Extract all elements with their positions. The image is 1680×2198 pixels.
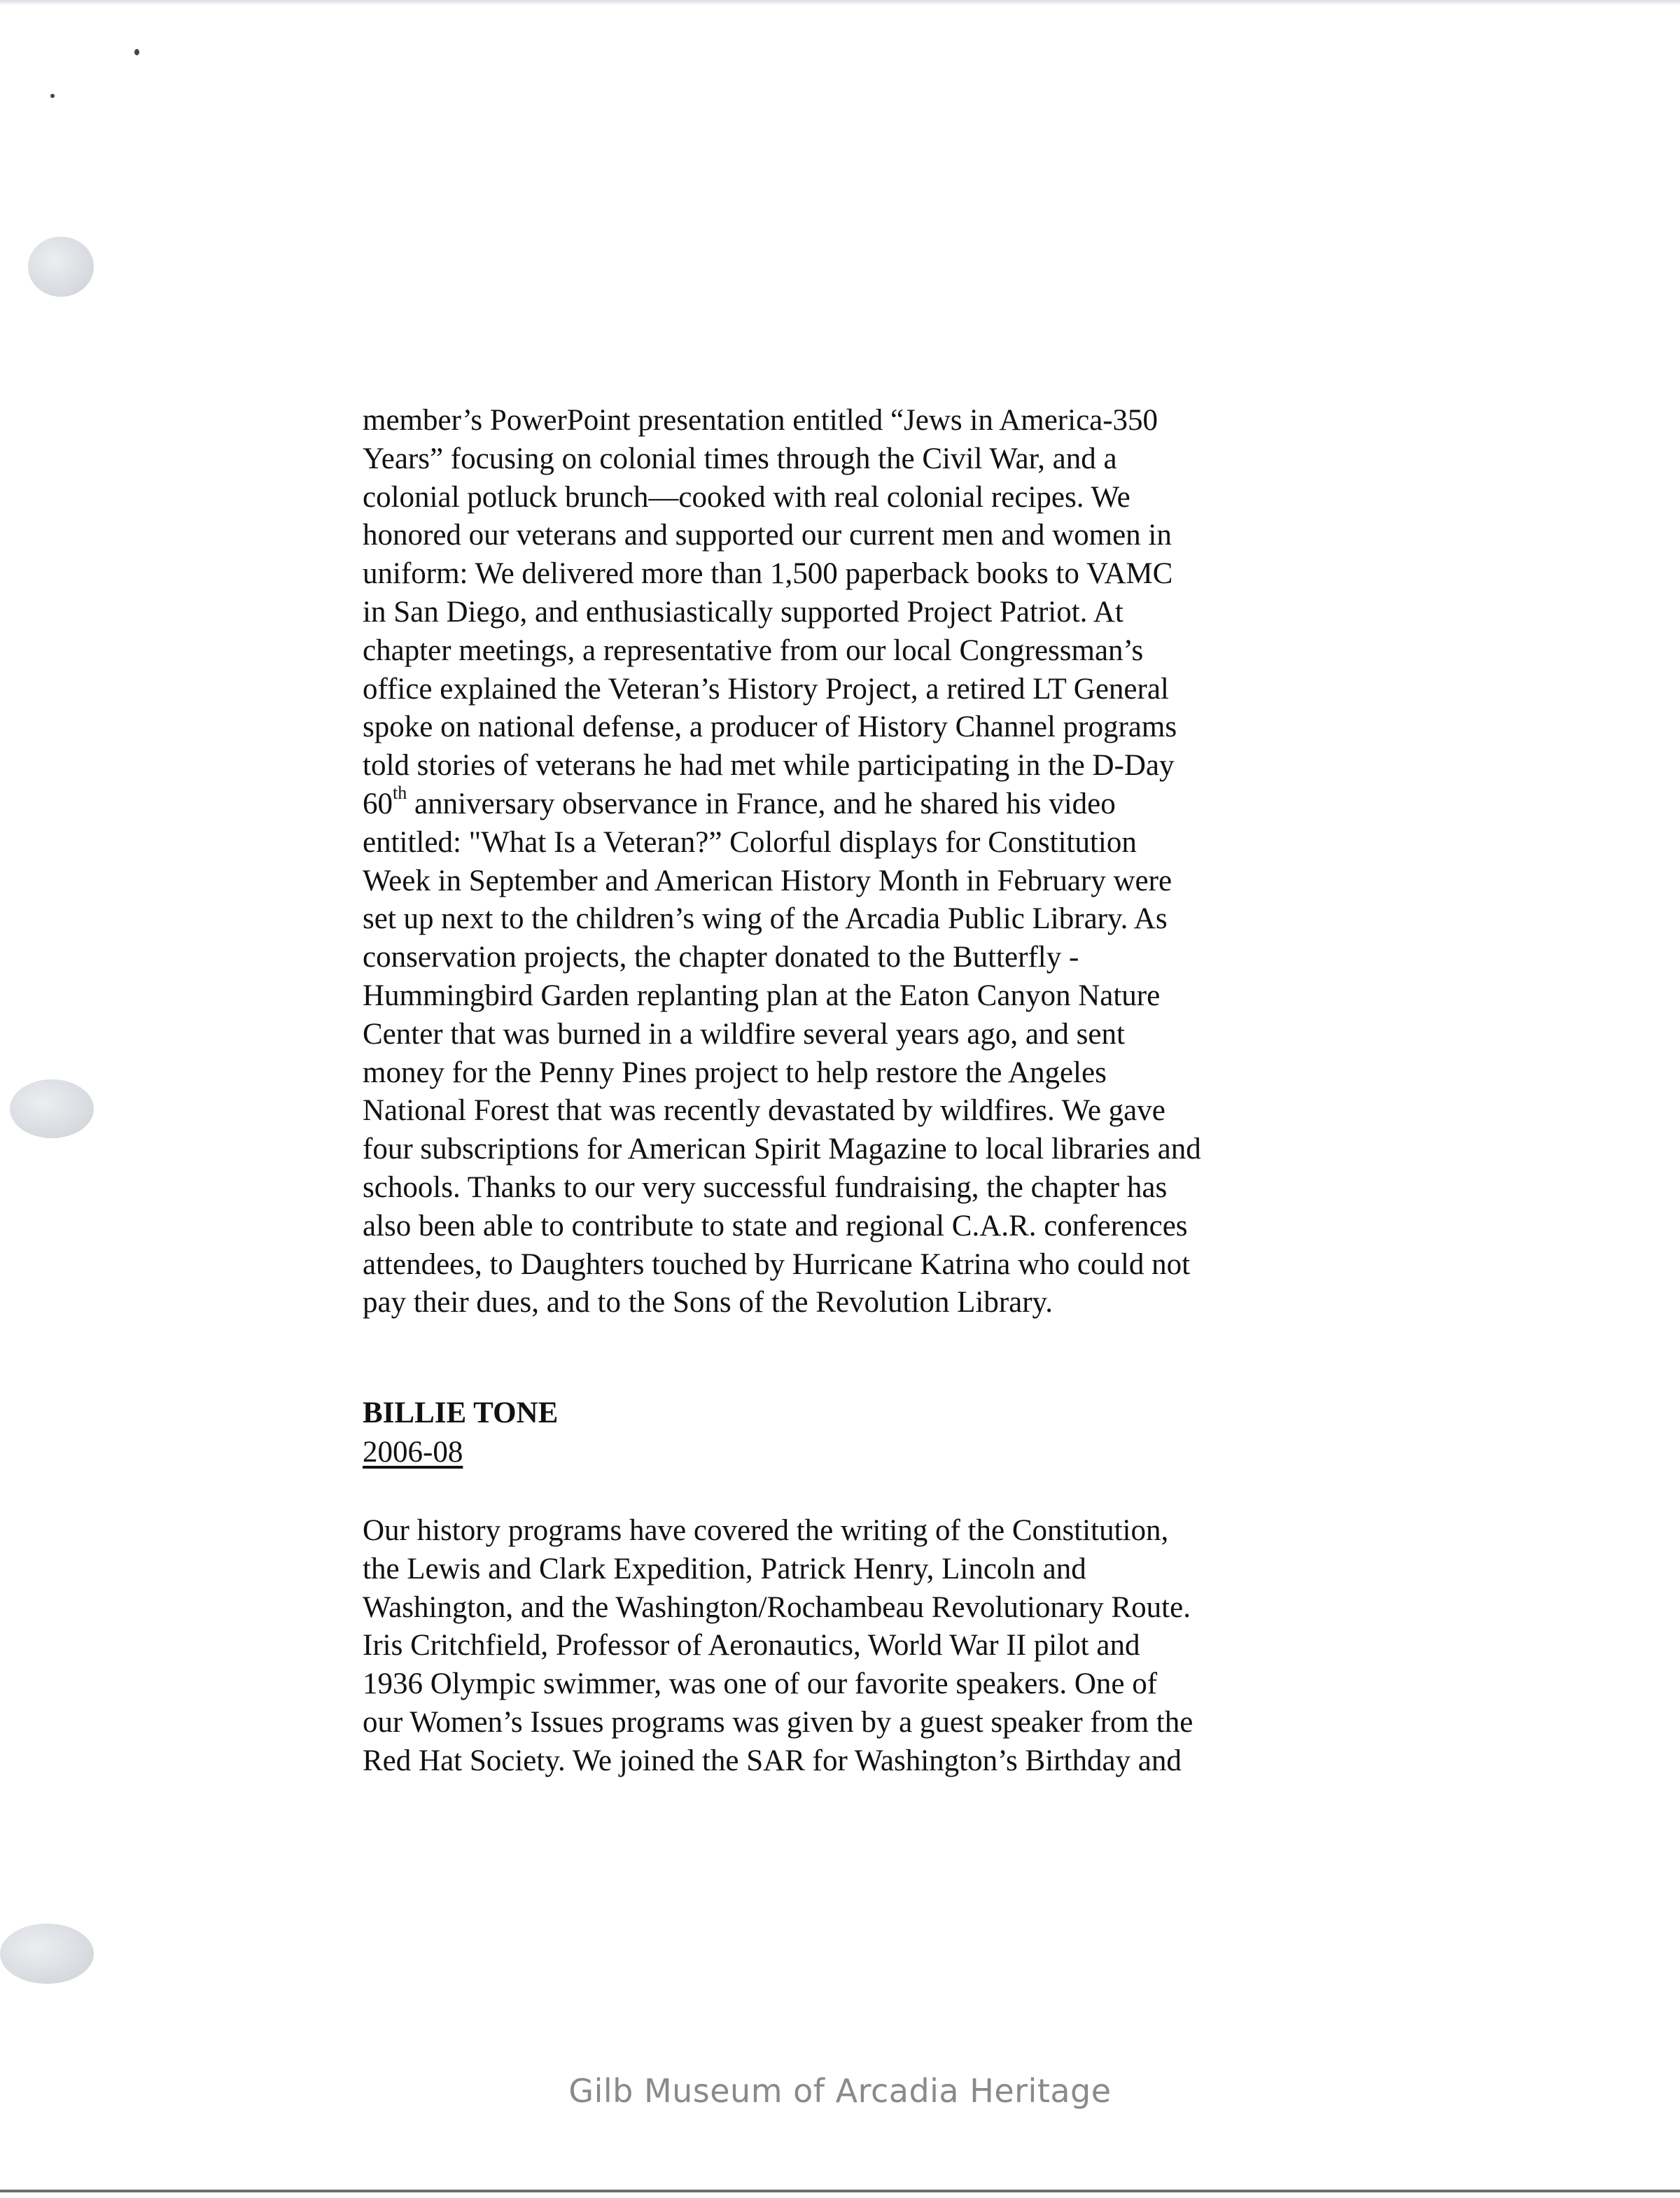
text-line: told stories of veterans he had met while participating in the D-Day bbox=[363, 749, 1175, 783]
punch-hole-bottom bbox=[0, 1924, 94, 1984]
text-line: the Lewis and Clark Expedition, Patrick Henry, Lincoln and bbox=[363, 1552, 1086, 1586]
text-line: colonial potluck brunch—cooked with real colonial recipes. We bbox=[363, 480, 1130, 514]
text-line: member’s PowerPoint presentation entitled “Jews in America-350 bbox=[363, 404, 1158, 437]
text-line: in San Diego, and enthusiastically supported Project Patriot. At bbox=[363, 595, 1124, 629]
text-line: conservation projects, the chapter donated to the Butterfly - bbox=[363, 941, 1079, 974]
text-line: pay their dues, and to the Sons of the Revolution Library. bbox=[363, 1286, 1054, 1320]
text-line: Red Hat Society. We joined the SAR for Washington’s Birthday and bbox=[363, 1744, 1182, 1777]
text-line: spoke on national defense, a producer of History Channel programs bbox=[363, 710, 1177, 744]
text-line: Center that was burned in a wildfire several years ago, and sent bbox=[363, 1017, 1125, 1051]
text-line: Washington, and the Washington/Rochambeau Revolutionary Route. bbox=[363, 1590, 1191, 1624]
text-line-with-superscript bbox=[363, 782, 1329, 824]
text-line: National Forest that was recently devastated by wildfires. We gave bbox=[363, 1094, 1166, 1128]
text-line: chapter meetings, a representative from our local Congressman’s bbox=[363, 634, 1144, 667]
text-line: also been able to contribute to state and regional C.A.R. conferences bbox=[363, 1209, 1188, 1242]
ordinal-number: 60 bbox=[363, 787, 393, 820]
text-line: four subscriptions for American Spirit Magazine to local libraries and bbox=[363, 1133, 1201, 1166]
text-line: money for the Penny Pines project to help restore the Angeles bbox=[363, 1056, 1107, 1089]
text-line: 1936 Olympic swimmer, was one of our favorite speakers. One of bbox=[363, 1667, 1158, 1701]
section-heading-name: BILLIE TONE bbox=[363, 1396, 559, 1429]
text-line: our Women’s Issues programs was given by a guest speaker from the bbox=[363, 1705, 1194, 1739]
scan-speck bbox=[134, 49, 139, 55]
text-line: office explained the Veteran’s History Project, a retired LT General bbox=[363, 672, 1169, 706]
punch-hole-top bbox=[28, 237, 94, 297]
text-line: Years” focusing on colonial times through the Civil War, and a bbox=[363, 442, 1117, 475]
text-line: uniform: We delivered more than 1,500 paperback books to VAMC bbox=[363, 557, 1173, 591]
section-heading-years: 2006-08 bbox=[363, 1436, 463, 1469]
line-remainder: anniversary observance in France, and he shared his video bbox=[407, 787, 1116, 820]
text-line: Week in September and American History Month in February were bbox=[363, 864, 1172, 897]
body-paragraph-2 bbox=[363, 1512, 1329, 1781]
scan-bottom-edge bbox=[0, 2190, 1680, 2192]
body-paragraph-1 bbox=[363, 402, 1329, 1322]
text-line: Iris Critchfield, Professor of Aeronautics, World War II pilot and bbox=[363, 1629, 1140, 1662]
punch-hole-middle bbox=[10, 1079, 94, 1138]
ordinal-suffix: th bbox=[393, 782, 407, 803]
scan-speck bbox=[50, 94, 55, 98]
scan-top-edge bbox=[0, 0, 1680, 6]
text-line: entitled: "What Is a Veteran?” Colorful displays for Constitution bbox=[363, 825, 1137, 859]
text-line: Hummingbird Garden replanting plan at the Eaton Canyon Nature bbox=[363, 979, 1161, 1012]
text-line: honored our veterans and supported our current men and women in bbox=[363, 519, 1172, 552]
text-line: attendees, to Daughters touched by Hurricane Katrina who could not bbox=[363, 1247, 1191, 1281]
text-line: schools. Thanks to our very successful fundraising, the chapter has bbox=[363, 1170, 1168, 1204]
text-line: Our history programs have covered the writing of the Constitution, bbox=[363, 1514, 1169, 1547]
text-line: set up next to the children’s wing of the Arcadia Public Library. As bbox=[363, 902, 1168, 936]
museum-watermark: Gilb Museum of Arcadia Heritage bbox=[568, 2072, 1112, 2110]
